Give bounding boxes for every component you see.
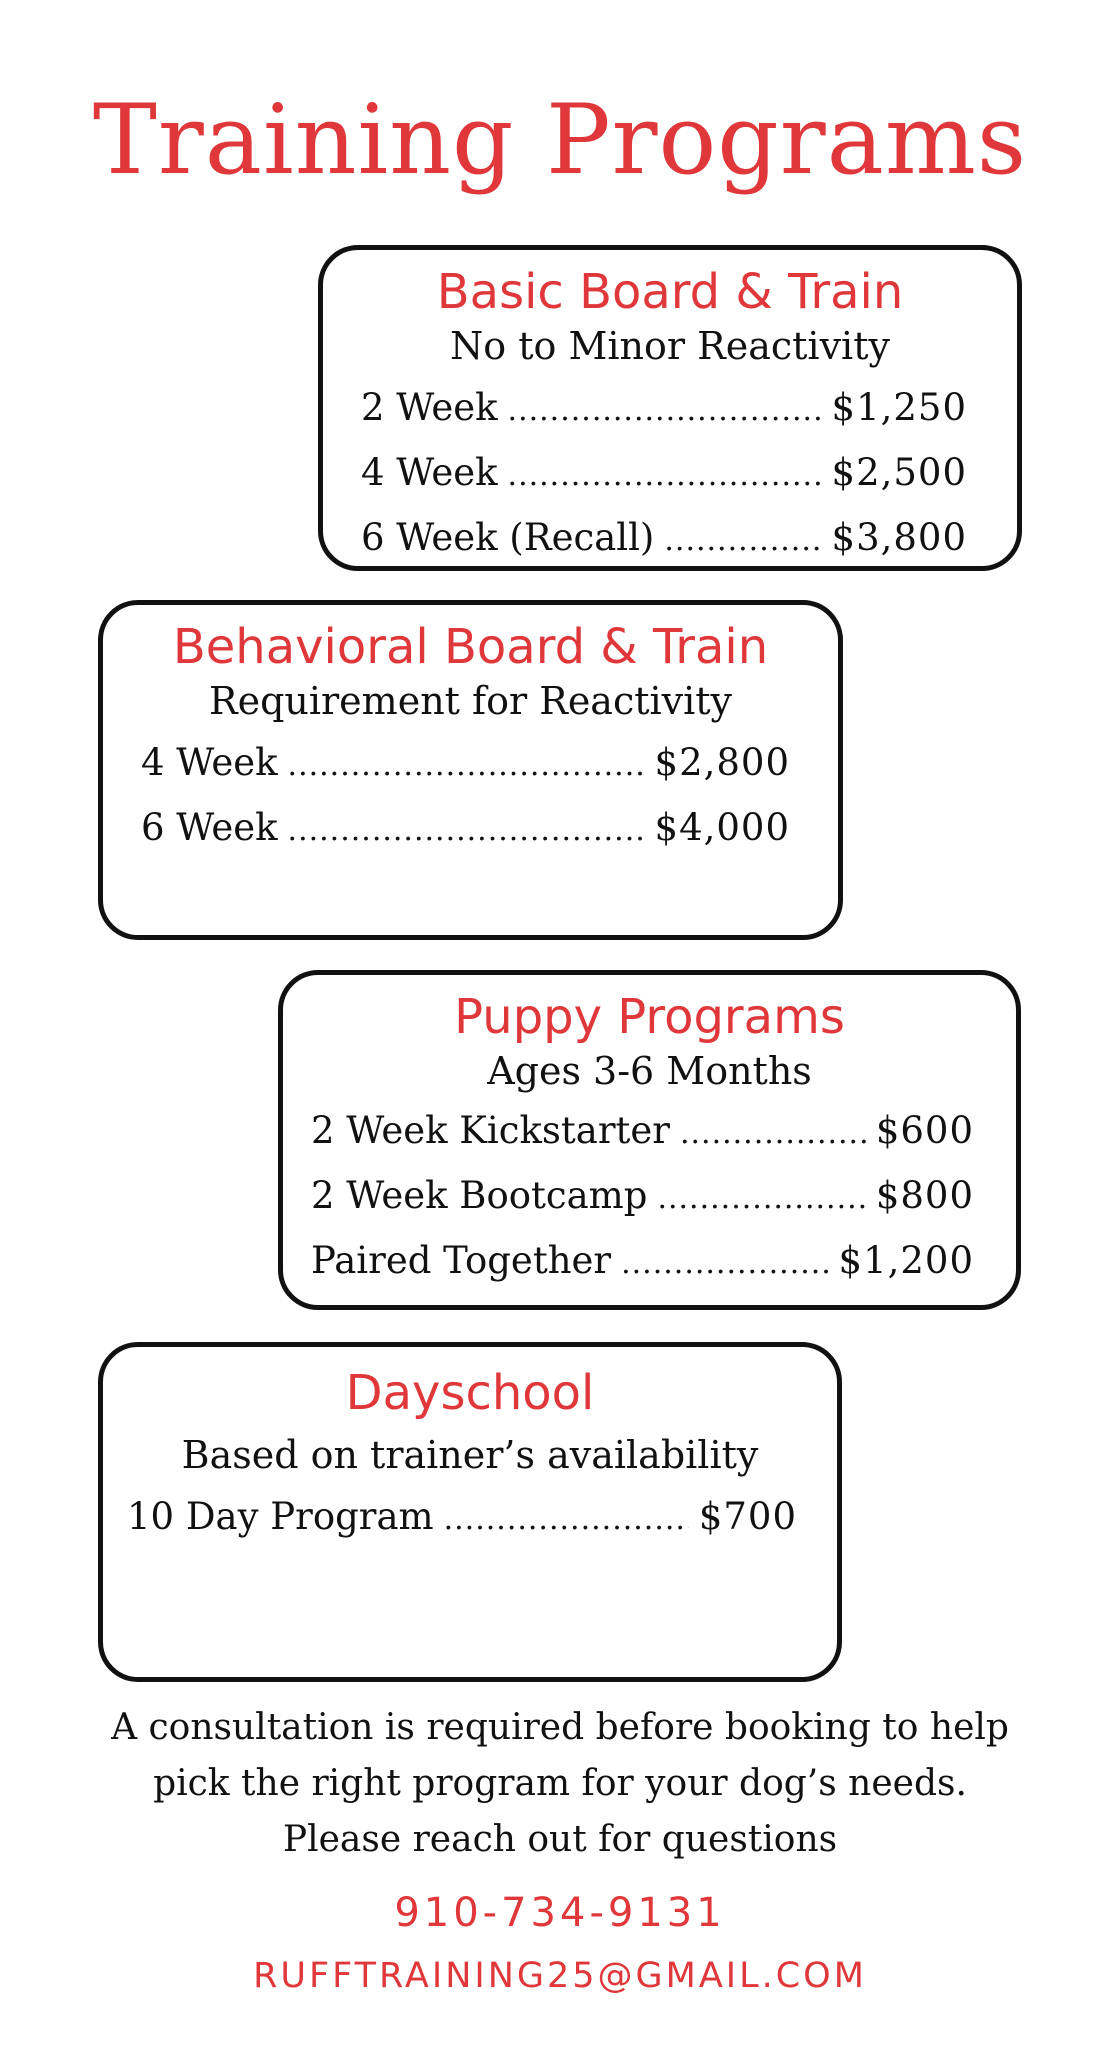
dot-leader [508, 380, 822, 442]
dot-leader [444, 1489, 689, 1551]
price-row-item: 6 Week [141, 805, 278, 849]
price-row [323, 507, 1017, 572]
price-row [323, 377, 1017, 442]
dot-leader [621, 1233, 828, 1295]
price-row-item: 4 Week [141, 740, 278, 784]
price-row [323, 442, 1017, 507]
program-card-basic [318, 245, 1022, 571]
program-card-behavioral [98, 600, 843, 940]
price-row [103, 1486, 837, 1551]
program-subtitle: Requirement for Reactivity [208, 678, 733, 723]
consultation-note: A consultation is required before booking to help pick the right program for your dog’s needs. Please reach out for questions [111, 1707, 1009, 1860]
price-row-item: 6 Week (Recall) [361, 515, 655, 559]
price-row-item: 4 Week [361, 450, 498, 494]
price-row-item: 2 Week Bootcamp [311, 1173, 648, 1217]
phone-number[interactable]: 910-734-9131 [394, 1890, 726, 1936]
price-row-item: Paired Together [311, 1238, 612, 1282]
program-title: Dayschool [345, 1365, 595, 1421]
program-subtitle: Based on trainer’s availability [181, 1432, 759, 1477]
dot-leader [664, 510, 821, 572]
dot-leader [657, 1168, 865, 1230]
program-title: Basic Board & Train [436, 264, 904, 320]
program-subtitle: No to Minor Reactivity [450, 323, 890, 368]
price-row [283, 1100, 1016, 1165]
price-row-price: $800 [875, 1173, 974, 1217]
price-row-price: $4,000 [654, 805, 790, 849]
program-card-dayschool [98, 1342, 842, 1682]
price-row-item: 2 Week [361, 385, 498, 429]
dot-leader [680, 1103, 866, 1165]
price-row-price: $1,250 [831, 385, 967, 429]
price-row [103, 797, 838, 862]
dot-leader [288, 735, 645, 797]
price-row-price: $2,500 [831, 450, 967, 494]
price-row-price: $3,800 [831, 515, 967, 559]
price-row-price: $2,800 [654, 740, 790, 784]
program-subtitle: Ages 3-6 Months [487, 1048, 812, 1093]
price-row [283, 1165, 1016, 1230]
program-title: Puppy Programs [454, 989, 845, 1045]
price-row [283, 1230, 1016, 1295]
price-row-price: $700 [698, 1494, 797, 1538]
price-row [103, 732, 838, 797]
email-address[interactable]: RUFFTRAINING25@GMAIL.COM [253, 1956, 867, 1996]
price-row-price: $600 [875, 1108, 974, 1152]
program-card-puppy [278, 970, 1021, 1310]
page-title: Training Programs [92, 84, 1028, 196]
price-row-item: 2 Week Kickstarter [311, 1108, 670, 1152]
dot-leader [288, 800, 645, 862]
price-row-item: 10 Day Program [127, 1494, 434, 1538]
program-title: Behavioral Board & Train [172, 619, 769, 675]
dot-leader [508, 445, 822, 507]
price-row-price: $1,200 [838, 1238, 974, 1282]
